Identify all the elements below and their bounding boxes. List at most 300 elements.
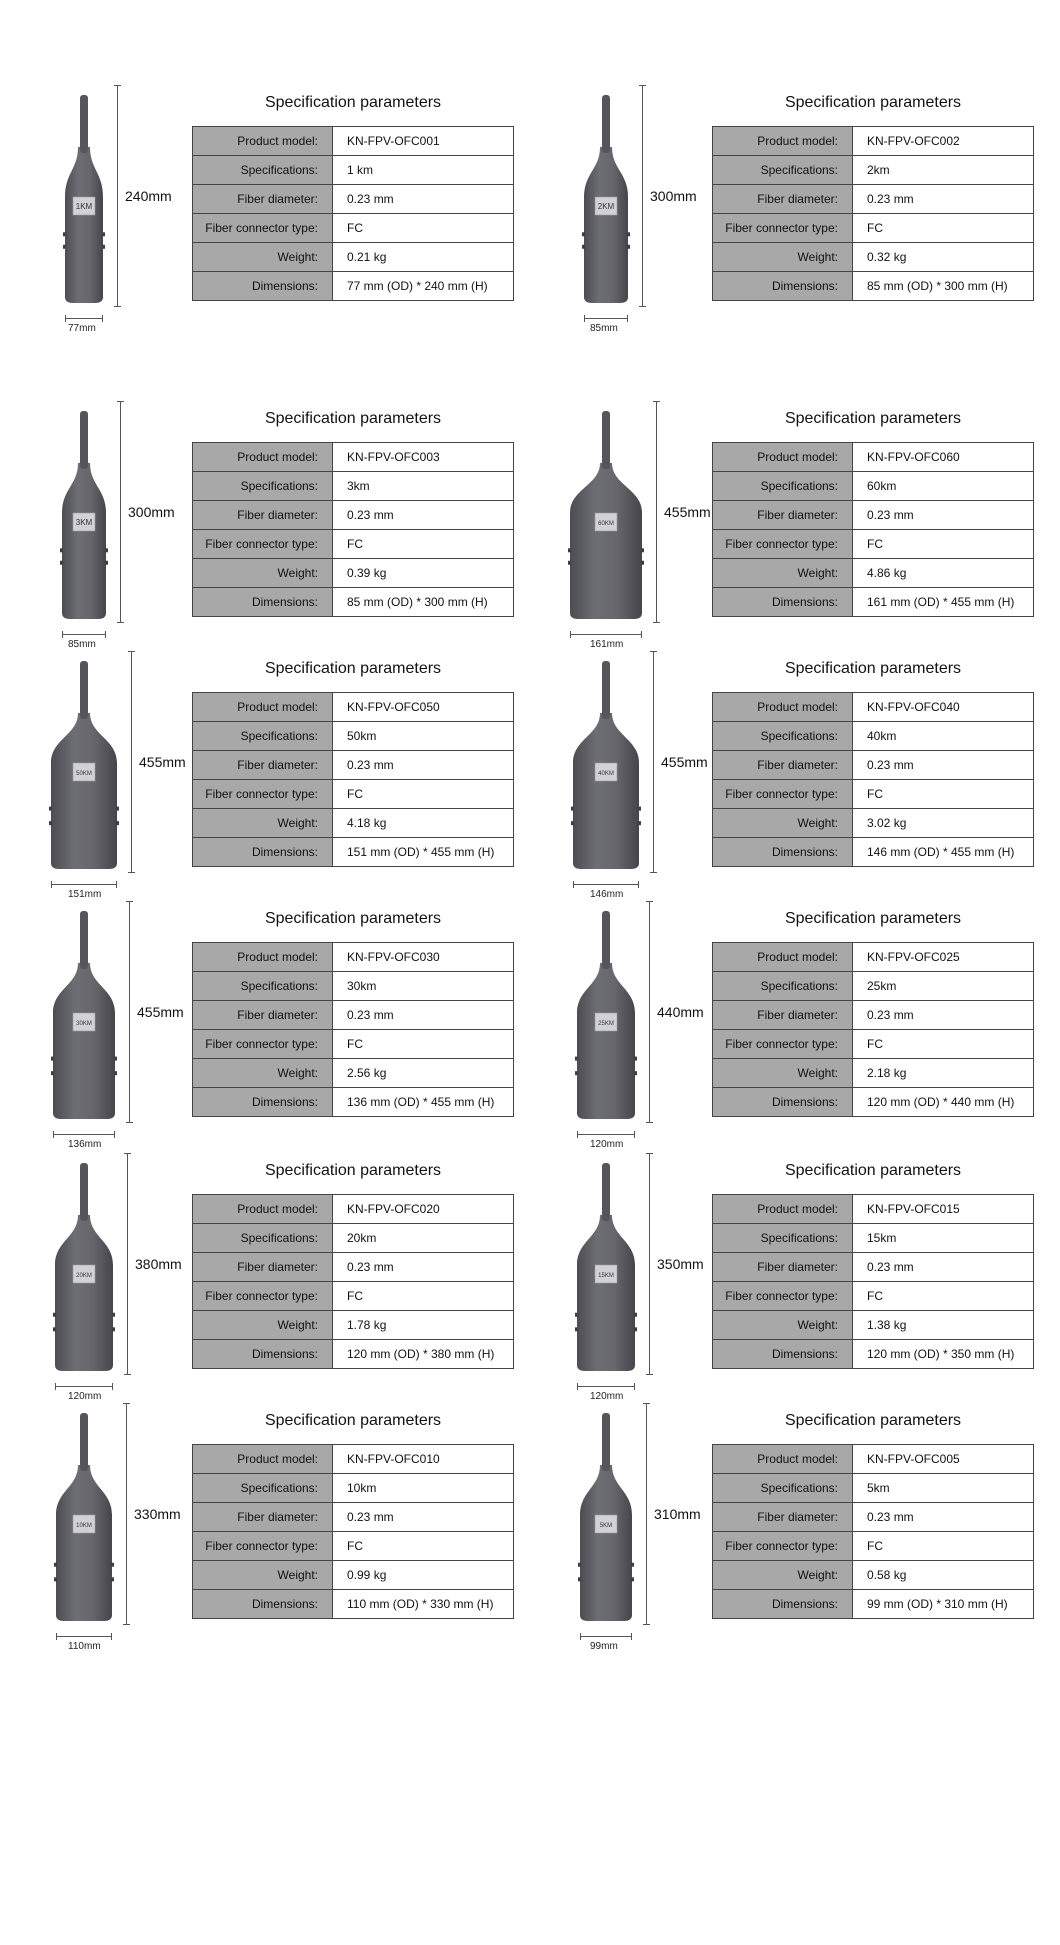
- spec-value-fiber-diameter: 0.23 mm: [333, 751, 514, 780]
- spec-row-model: [713, 443, 1034, 472]
- spool-nub: [54, 1563, 57, 1567]
- spec-value-specifications: 60km: [853, 472, 1034, 501]
- spool-nub: [112, 1313, 115, 1317]
- spec-key: Dimensions:: [193, 838, 333, 867]
- spool-capacity-label: 5KM: [599, 1523, 613, 1529]
- spec-key: Product model:: [193, 127, 333, 156]
- spec-value-dimensions: 136 mm (OD) * 455 mm (H): [333, 1088, 514, 1117]
- spec-row-model: [713, 1195, 1034, 1224]
- spec-value-model: KN-FPV-OFC010: [333, 1445, 514, 1474]
- spec-row-connector-type: [193, 1282, 514, 1311]
- spec-key: Fiber diameter:: [713, 1503, 853, 1532]
- spec-value-specifications: 25km: [853, 972, 1034, 1001]
- spec-key: Specifications:: [193, 722, 333, 751]
- spec-value-dimensions: 151 mm (OD) * 455 mm (H): [333, 838, 514, 867]
- spec-key: Specifications:: [193, 1224, 333, 1253]
- fiber-spool-image: [556, 85, 656, 307]
- spool-nub: [102, 232, 105, 236]
- spec-row-weight: [713, 243, 1034, 272]
- spec-value-fiber-diameter: 0.23 mm: [333, 1503, 514, 1532]
- spool-connector-tip: [80, 95, 88, 153]
- spec-value-weight: 4.18 kg: [333, 809, 514, 838]
- spec-row-fiber-diameter: [713, 1253, 1034, 1282]
- spec-value-specifications: 15km: [853, 1224, 1034, 1253]
- product-cell: [520, 1318, 1050, 1652]
- spool-connector-tip: [80, 1413, 88, 1471]
- spec-value-connector-type: FC: [853, 1030, 1034, 1059]
- spec-key: Dimensions:: [193, 1088, 333, 1117]
- width-dimension-label: 85mm: [590, 323, 618, 334]
- spec-value-weight: 2.18 kg: [853, 1059, 1034, 1088]
- height-dimension-line: [646, 1403, 647, 1625]
- spool-connector-tip: [602, 911, 610, 969]
- spec-value-model: KN-FPV-OFC040: [853, 693, 1034, 722]
- spec-row-connector-type: [193, 1030, 514, 1059]
- spool-capacity-label: 15KM: [598, 1273, 614, 1279]
- spec-key: Specifications:: [193, 972, 333, 1001]
- spec-key: Dimensions:: [713, 1590, 853, 1619]
- spec-key: Product model:: [193, 1445, 333, 1474]
- spec-row-specifications: [193, 1224, 514, 1253]
- spec-key: Product model:: [193, 443, 333, 472]
- spec-value-specifications: 2km: [853, 156, 1034, 185]
- spool-nub: [582, 245, 585, 249]
- spec-value-connector-type: FC: [853, 780, 1034, 809]
- spool-nub: [631, 1577, 634, 1581]
- width-dimension-label: 151mm: [68, 889, 102, 900]
- height-dimension-label: 300mm: [128, 504, 175, 520]
- spec-row-specifications: [193, 972, 514, 1001]
- spec-key: Fiber connector type:: [193, 1282, 333, 1311]
- spec-value-connector-type: FC: [333, 780, 514, 809]
- spec-row-model: [193, 443, 514, 472]
- spec-row-specifications: [713, 1224, 1034, 1253]
- spec-row-weight: [193, 1561, 514, 1590]
- spec-key: Product model:: [713, 1445, 853, 1474]
- spec-table-title: Specification parameters: [784, 94, 962, 111]
- spec-key: Weight:: [193, 809, 333, 838]
- product-cell: [0, 0, 530, 334]
- width-dimension-label: 110mm: [68, 1641, 101, 1652]
- spec-key: Specifications:: [193, 156, 333, 185]
- spec-row-specifications: [193, 156, 514, 185]
- width-dimension-label: 120mm: [590, 1391, 624, 1402]
- spec-table: [712, 1444, 1034, 1619]
- spec-key: Weight:: [713, 243, 853, 272]
- spec-value-specifications: 10km: [333, 1474, 514, 1503]
- spool-capacity-label: 1KM: [75, 202, 93, 211]
- spec-value-dimensions: 110 mm (OD) * 330 mm (H): [333, 1590, 514, 1619]
- spec-value-model: KN-FPV-OFC020: [333, 1195, 514, 1224]
- spool-nub: [102, 245, 105, 249]
- spool-nub: [575, 1057, 578, 1061]
- spec-key: Fiber connector type:: [193, 214, 333, 243]
- spec-row-fiber-diameter: [193, 501, 514, 530]
- spec-key: Dimensions:: [193, 272, 333, 301]
- spec-key: Weight:: [193, 1059, 333, 1088]
- spool-connector-tip: [602, 661, 610, 719]
- width-dimension-label: 77mm: [68, 323, 96, 334]
- product-cell: [0, 1318, 530, 1652]
- spec-value-model: KN-FPV-OFC030: [333, 943, 514, 972]
- spool-nub: [627, 232, 630, 236]
- spec-key: Specifications:: [193, 1474, 333, 1503]
- fiber-spool-image: [34, 1403, 134, 1625]
- spec-key: Product model:: [193, 1195, 333, 1224]
- spec-table-title: Specification parameters: [264, 1162, 442, 1179]
- spec-value-model: KN-FPV-OFC060: [853, 443, 1034, 472]
- spec-key: Fiber diameter:: [193, 1001, 333, 1030]
- spec-table: [192, 1444, 514, 1619]
- spec-value-fiber-diameter: 0.23 mm: [853, 1001, 1034, 1030]
- spec-value-weight: 2.56 kg: [333, 1059, 514, 1088]
- width-dimension-label: 99mm: [590, 1641, 618, 1652]
- spool-capacity-label: 10KM: [76, 1523, 92, 1529]
- spec-row-weight: [193, 243, 514, 272]
- height-dimension-label: 300mm: [650, 188, 697, 204]
- width-dimension-label: 161mm: [590, 639, 624, 650]
- spec-value-specifications: 50km: [333, 722, 514, 751]
- spool-body: [65, 147, 103, 303]
- spec-key: Fiber connector type:: [193, 530, 333, 559]
- spool-connector-tip: [602, 95, 610, 153]
- spec-row-specifications: [713, 1474, 1034, 1503]
- spec-key: Specifications:: [193, 472, 333, 501]
- spec-key: Fiber connector type:: [713, 1282, 853, 1311]
- spec-key: Product model:: [713, 943, 853, 972]
- spec-row-model: [713, 127, 1034, 156]
- spec-key: Specifications:: [713, 972, 853, 1001]
- spec-value-dimensions: 99 mm (OD) * 310 mm (H): [853, 1590, 1034, 1619]
- spec-value-specifications: 20km: [333, 1224, 514, 1253]
- spec-key: Fiber connector type:: [713, 1030, 853, 1059]
- spec-value-specifications: 30km: [333, 972, 514, 1001]
- spec-value-specifications: 40km: [853, 722, 1034, 751]
- spec-row-model: [193, 943, 514, 972]
- spool-nub: [49, 807, 52, 811]
- spec-row-fiber-diameter: [713, 501, 1034, 530]
- spool-nub: [111, 1563, 114, 1567]
- width-dimension-label: 85mm: [68, 639, 96, 650]
- spool-capacity-label: 60KM: [598, 521, 614, 527]
- spec-row-specifications: [193, 472, 514, 501]
- spool-nub: [116, 807, 119, 811]
- spool-capacity-label: 30KM: [76, 1021, 92, 1027]
- spool-nub: [568, 561, 571, 565]
- height-dimension-label: 455mm: [664, 504, 711, 520]
- spec-key: Weight:: [713, 1561, 853, 1590]
- spec-value-specifications: 1 km: [333, 156, 514, 185]
- spec-key: Product model:: [713, 443, 853, 472]
- spec-value-fiber-diameter: 0.23 mm: [333, 1001, 514, 1030]
- spec-row-fiber-diameter: [193, 1001, 514, 1030]
- height-dimension-label: 350mm: [657, 1256, 704, 1272]
- spec-key: Specifications:: [713, 1474, 853, 1503]
- spec-value-fiber-diameter: 0.23 mm: [333, 185, 514, 214]
- spec-key: Weight:: [713, 809, 853, 838]
- spool-nub: [60, 548, 63, 552]
- spec-key: Product model:: [193, 943, 333, 972]
- spool-capacity-label: 50KM: [76, 771, 92, 777]
- spool-nub: [105, 548, 108, 552]
- spec-value-model: KN-FPV-OFC001: [333, 127, 514, 156]
- spec-value-connector-type: FC: [853, 214, 1034, 243]
- spec-value-dimensions: 120 mm (OD) * 380 mm (H): [333, 1340, 514, 1369]
- spec-value-weight: 1.78 kg: [333, 1311, 514, 1340]
- spec-table-title: Specification parameters: [264, 910, 442, 927]
- spec-table-title: Specification parameters: [264, 410, 442, 427]
- spec-key: Fiber diameter:: [193, 501, 333, 530]
- height-dimension-label: 310mm: [654, 1506, 701, 1522]
- width-dimension-label: 146mm: [590, 889, 624, 900]
- spec-key: Fiber diameter:: [193, 185, 333, 214]
- spec-row-fiber-diameter: [713, 751, 1034, 780]
- spec-row-model: [193, 127, 514, 156]
- spec-value-model: KN-FPV-OFC050: [333, 693, 514, 722]
- spec-key: Specifications:: [713, 156, 853, 185]
- spool-connector-tip: [80, 1163, 88, 1221]
- spec-key: Weight:: [193, 559, 333, 588]
- height-dimension-label: 240mm: [125, 188, 172, 204]
- spool-connector-tip: [602, 1413, 610, 1471]
- spec-value-model: KN-FPV-OFC005: [853, 1445, 1034, 1474]
- spec-row-dimensions: [713, 1590, 1034, 1619]
- spec-table-title: Specification parameters: [264, 94, 442, 111]
- spec-row-model: [193, 1195, 514, 1224]
- spec-key: Product model:: [713, 127, 853, 156]
- spec-row-fiber-diameter: [713, 1001, 1034, 1030]
- spec-key: Specifications:: [713, 472, 853, 501]
- spool-body: [580, 1465, 632, 1621]
- width-dimension-label: 120mm: [590, 1139, 624, 1150]
- spec-value-connector-type: FC: [333, 1282, 514, 1311]
- spec-value-fiber-diameter: 0.23 mm: [333, 501, 514, 530]
- spec-row-specifications: [713, 156, 1034, 185]
- spool-nub: [60, 561, 63, 565]
- spec-key: Dimensions:: [713, 838, 853, 867]
- spool-nub: [111, 1577, 114, 1581]
- spec-row-dimensions: [193, 272, 514, 301]
- spec-row-model: [193, 1445, 514, 1474]
- spec-row-fiber-diameter: [193, 751, 514, 780]
- spec-key: Weight:: [713, 1311, 853, 1340]
- spec-row-fiber-diameter: [713, 1503, 1034, 1532]
- spec-row-dimensions: [713, 272, 1034, 301]
- spec-key: Fiber connector type:: [193, 780, 333, 809]
- spool-nub: [53, 1313, 56, 1317]
- spool-connector-tip: [602, 411, 610, 469]
- spec-value-fiber-diameter: 0.23 mm: [853, 1503, 1034, 1532]
- spec-key: Dimensions:: [713, 588, 853, 617]
- spec-row-specifications: [713, 472, 1034, 501]
- spec-value-connector-type: FC: [333, 1030, 514, 1059]
- height-dimension-label: 330mm: [134, 1506, 181, 1522]
- width-dimension-label: 120mm: [68, 1391, 102, 1402]
- spool-capacity-label: 20KM: [76, 1273, 92, 1279]
- spec-value-weight: 0.21 kg: [333, 243, 514, 272]
- spec-key: Fiber diameter:: [193, 1253, 333, 1282]
- height-dimension-label: 440mm: [657, 1004, 704, 1020]
- spool-capacity-label: 2KM: [597, 202, 615, 211]
- spec-row-dimensions: [193, 1590, 514, 1619]
- spool-nub: [641, 548, 644, 552]
- spec-row-connector-type: [713, 1282, 1034, 1311]
- spec-value-fiber-diameter: 0.23 mm: [333, 1253, 514, 1282]
- height-dimension-label: 455mm: [137, 1004, 184, 1020]
- spec-row-specifications: [193, 722, 514, 751]
- spec-row-model: [713, 693, 1034, 722]
- spec-value-specifications: 5km: [853, 1474, 1034, 1503]
- spec-row-model: [193, 693, 514, 722]
- spec-key: Fiber connector type:: [713, 530, 853, 559]
- spec-value-connector-type: FC: [333, 1532, 514, 1561]
- spec-row-connector-type: [193, 214, 514, 243]
- height-dimension-label: 380mm: [135, 1256, 182, 1272]
- spec-row-fiber-diameter: [193, 1253, 514, 1282]
- width-dimension-line: [56, 1636, 112, 1637]
- spec-table: [712, 126, 1034, 301]
- spec-row-connector-type: [713, 1532, 1034, 1561]
- height-dimension-line: [117, 85, 118, 307]
- spec-key: Dimensions:: [193, 1590, 333, 1619]
- spec-key: Dimensions:: [713, 1088, 853, 1117]
- spec-value-weight: 4.86 kg: [853, 559, 1034, 588]
- spec-value-dimensions: 85 mm (OD) * 300 mm (H): [333, 588, 514, 617]
- fiber-spool-image: [34, 85, 134, 307]
- spec-value-fiber-diameter: 0.23 mm: [853, 501, 1034, 530]
- spec-key: Fiber diameter:: [713, 501, 853, 530]
- spec-key: Fiber diameter:: [713, 185, 853, 214]
- spec-table: [192, 126, 514, 301]
- spec-key: Fiber connector type:: [713, 1532, 853, 1561]
- spec-row-specifications: [193, 1474, 514, 1503]
- fiber-spool-image: [556, 1403, 656, 1625]
- spec-value-connector-type: FC: [333, 214, 514, 243]
- spec-key: Fiber diameter:: [193, 1503, 333, 1532]
- spec-row-fiber-diameter: [193, 185, 514, 214]
- spec-key: Fiber connector type:: [193, 1030, 333, 1059]
- spool-capacity-label: 40KM: [598, 771, 614, 777]
- spec-key: Weight:: [713, 559, 853, 588]
- spec-value-fiber-diameter: 0.23 mm: [853, 185, 1034, 214]
- spool-nub: [578, 1577, 581, 1581]
- spool-body: [56, 1465, 112, 1621]
- spec-value-fiber-diameter: 0.23 mm: [853, 751, 1034, 780]
- spec-row-fiber-diameter: [713, 185, 1034, 214]
- spec-value-connector-type: FC: [333, 530, 514, 559]
- spool-nub: [634, 1313, 637, 1317]
- spec-value-dimensions: 120 mm (OD) * 350 mm (H): [853, 1340, 1034, 1369]
- spec-value-model: KN-FPV-OFC002: [853, 127, 1034, 156]
- spec-key: Specifications:: [713, 1224, 853, 1253]
- spec-value-fiber-diameter: 0.23 mm: [853, 1253, 1034, 1282]
- spec-value-dimensions: 120 mm (OD) * 440 mm (H): [853, 1088, 1034, 1117]
- spec-value-dimensions: 85 mm (OD) * 300 mm (H): [853, 272, 1034, 301]
- spec-value-connector-type: FC: [853, 1282, 1034, 1311]
- spec-row-connector-type: [713, 214, 1034, 243]
- spec-table-title: Specification parameters: [784, 1162, 962, 1179]
- spec-table-title: Specification parameters: [784, 910, 962, 927]
- spec-value-weight: 0.99 kg: [333, 1561, 514, 1590]
- spec-value-model: KN-FPV-OFC003: [333, 443, 514, 472]
- spec-key: Product model:: [193, 693, 333, 722]
- spec-key: Dimensions:: [193, 1340, 333, 1369]
- spec-table-title: Specification parameters: [784, 410, 962, 427]
- spec-row-connector-type: [713, 1030, 1034, 1059]
- spec-value-model: KN-FPV-OFC015: [853, 1195, 1034, 1224]
- spool-nub: [114, 1057, 117, 1061]
- spec-key: Specifications:: [713, 722, 853, 751]
- spec-row-connector-type: [713, 530, 1034, 559]
- spec-key: Dimensions:: [193, 588, 333, 617]
- spec-key: Fiber connector type:: [713, 214, 853, 243]
- spec-key: Weight:: [193, 1561, 333, 1590]
- spool-connector-tip: [602, 1163, 610, 1221]
- spec-value-connector-type: FC: [853, 1532, 1034, 1561]
- spec-row-specifications: [713, 722, 1034, 751]
- spool-nub: [105, 561, 108, 565]
- spec-value-weight: 3.02 kg: [853, 809, 1034, 838]
- spool-connector-tip: [80, 661, 88, 719]
- spec-key: Weight:: [193, 1311, 333, 1340]
- spec-row-connector-type: [193, 780, 514, 809]
- spool-capacity-label: 25KM: [598, 1021, 614, 1027]
- spec-value-specifications: 3km: [333, 472, 514, 501]
- spec-key: Fiber diameter:: [713, 1001, 853, 1030]
- spec-row-weight: [713, 1561, 1034, 1590]
- spec-key: Fiber diameter:: [193, 751, 333, 780]
- spec-value-weight: 0.32 kg: [853, 243, 1034, 272]
- spec-key: Product model:: [713, 693, 853, 722]
- spec-row-model: [713, 943, 1034, 972]
- spec-table-title: Specification parameters: [784, 1412, 962, 1429]
- spec-value-weight: 0.39 kg: [333, 559, 514, 588]
- spec-key: Product model:: [713, 1195, 853, 1224]
- spool-nub: [582, 232, 585, 236]
- spec-row-connector-type: [193, 1532, 514, 1561]
- spec-row-fiber-diameter: [193, 1503, 514, 1532]
- spec-value-dimensions: 77 mm (OD) * 240 mm (H): [333, 272, 514, 301]
- spool-connector-tip: [80, 911, 88, 969]
- spec-key: Fiber diameter:: [713, 1253, 853, 1282]
- spec-row-connector-type: [193, 530, 514, 559]
- height-dimension-label: 455mm: [139, 754, 186, 770]
- spool-nub: [571, 807, 574, 811]
- height-dimension-label: 455mm: [661, 754, 708, 770]
- spool-nub: [51, 1057, 54, 1061]
- spec-key: Weight:: [193, 243, 333, 272]
- width-dimension-label: 136mm: [68, 1139, 102, 1150]
- spool-nub: [63, 245, 66, 249]
- spool-nub: [634, 1057, 637, 1061]
- height-dimension-line: [642, 85, 643, 307]
- spec-key: Dimensions:: [713, 1340, 853, 1369]
- spool-nub: [627, 245, 630, 249]
- spec-key: Fiber connector type:: [193, 1532, 333, 1561]
- spool-nub: [631, 1563, 634, 1567]
- spool-nub: [578, 1563, 581, 1567]
- spec-value-connector-type: FC: [853, 530, 1034, 559]
- spec-key: Fiber diameter:: [713, 751, 853, 780]
- spool-nub: [568, 548, 571, 552]
- spool-nub: [638, 807, 641, 811]
- spec-table-title: Specification parameters: [784, 660, 962, 677]
- width-dimension-line: [580, 1636, 632, 1637]
- spool-nub: [575, 1313, 578, 1317]
- spec-row-connector-type: [713, 780, 1034, 809]
- spool-body: [584, 147, 628, 303]
- spool-connector-tip: [80, 411, 88, 469]
